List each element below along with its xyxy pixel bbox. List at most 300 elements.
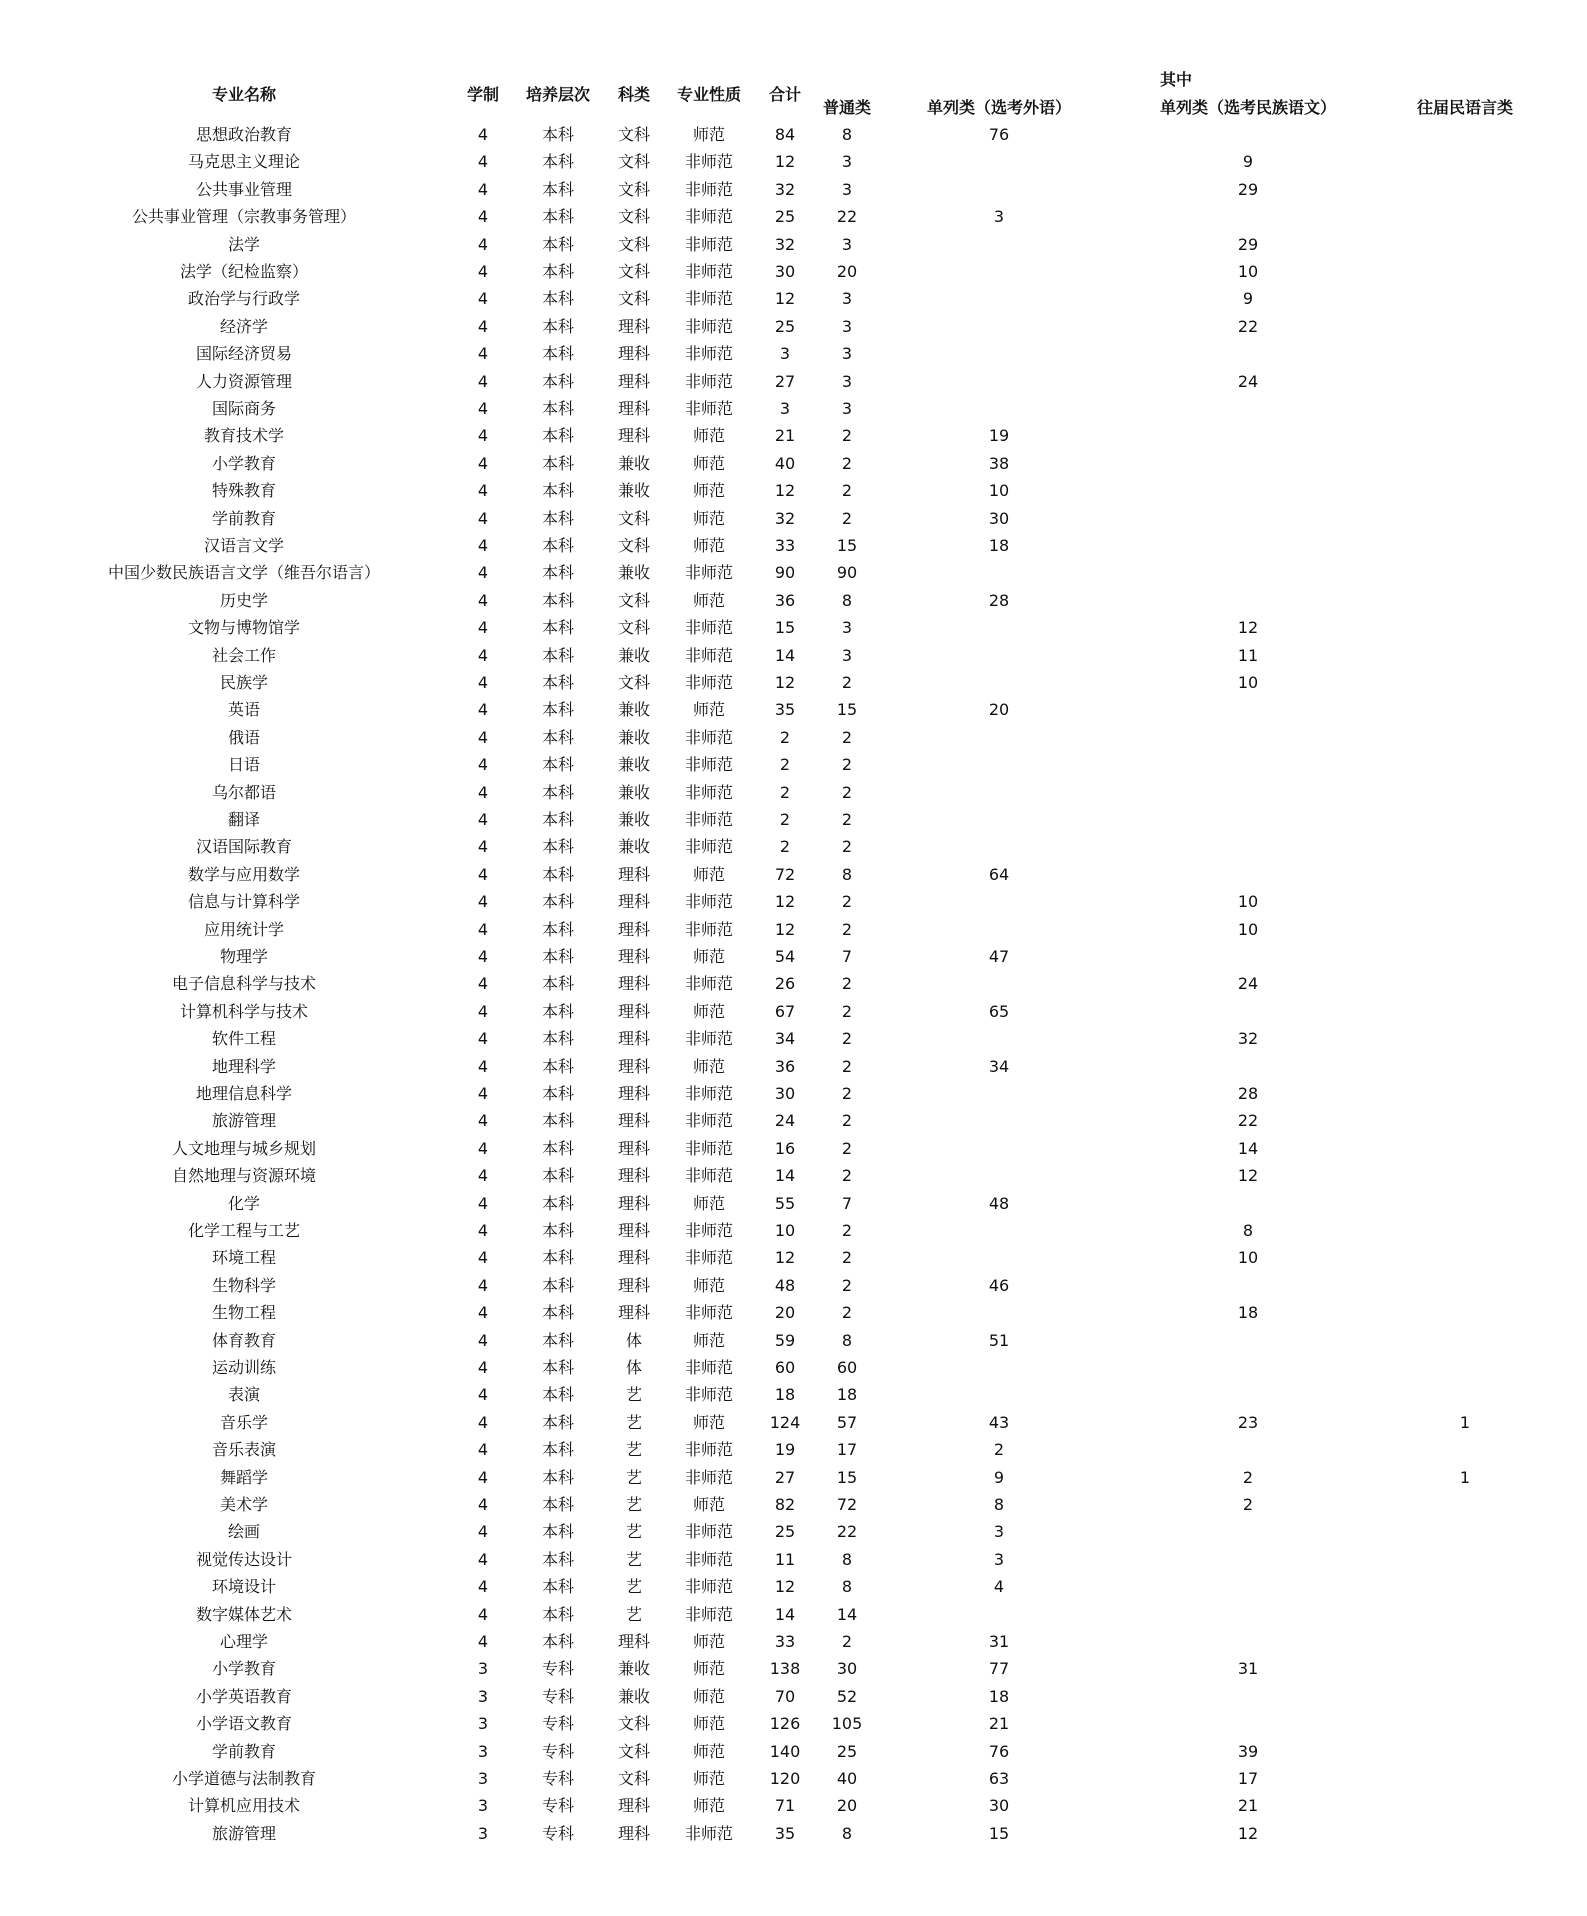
major-name-cell: 环境设计: [211, 1577, 276, 1596]
major-name-cell: 文物与博物馆学: [187, 618, 300, 637]
duration-cell: 3: [477, 1659, 489, 1678]
foreign-lang-cell: 77: [988, 1659, 1010, 1678]
table-row: [0, 1409, 1587, 1436]
total-cell: 36: [774, 1057, 796, 1076]
nature-cell: 师范: [692, 1742, 725, 1761]
major-name-cell: 思想政治教育: [195, 125, 292, 144]
duration-cell: 4: [477, 1440, 489, 1459]
former-ethnic-cell: [1365, 477, 1565, 504]
total-cell: 2: [779, 837, 791, 856]
major-name-cell: 汉语言文学: [203, 536, 284, 555]
nature-cell: 非师范: [684, 1550, 733, 1569]
duration-cell: 4: [477, 947, 489, 966]
foreign-lang-cell: [889, 833, 1109, 860]
duration-cell: 4: [477, 1194, 489, 1213]
subject-cell: 艺: [625, 1522, 642, 1541]
subject-cell: 艺: [625, 1385, 642, 1404]
duration-cell: 4: [477, 920, 489, 939]
level-cell: 本科: [541, 1550, 574, 1569]
major-name-cell: 翻译: [227, 810, 260, 829]
general-cell: 3: [841, 618, 853, 637]
duration-cell: 4: [477, 1084, 489, 1103]
foreign-lang-cell: 31: [988, 1632, 1010, 1651]
level-cell: 本科: [541, 1139, 574, 1158]
foreign-lang-cell: 64: [988, 865, 1010, 884]
header-foreign-lang: 单列类（选考外语）: [926, 98, 1071, 117]
total-cell: 18: [774, 1385, 796, 1404]
major-name-cell: 数字媒体艺术: [195, 1605, 292, 1624]
subject-cell: 理科: [617, 372, 650, 391]
subject-cell: 文科: [617, 1742, 650, 1761]
nature-cell: 非师范: [684, 755, 733, 774]
table-row: [0, 368, 1587, 395]
subject-cell: 艺: [625, 1495, 642, 1514]
table-row: [0, 833, 1587, 860]
nature-cell: 非师范: [684, 372, 733, 391]
level-cell: 专科: [541, 1796, 574, 1815]
major-name-cell: 生物工程: [211, 1303, 276, 1322]
general-cell: 17: [836, 1440, 858, 1459]
level-cell: 本科: [541, 728, 574, 747]
nature-cell: 师范: [692, 947, 725, 966]
duration-cell: 4: [477, 1221, 489, 1240]
total-cell: 34: [774, 1029, 796, 1048]
ethnic-lang-cell: 28: [1237, 1084, 1259, 1103]
major-name-cell: 小学语文教育: [195, 1714, 292, 1733]
foreign-lang-cell: 30: [988, 1796, 1010, 1815]
foreign-lang-cell: [889, 559, 1109, 586]
nature-cell: 师范: [692, 1769, 725, 1788]
foreign-lang-cell: [889, 231, 1109, 258]
ethnic-lang-cell: 9: [1242, 289, 1254, 308]
nature-cell: 非师范: [684, 618, 733, 637]
duration-cell: 3: [477, 1742, 489, 1761]
general-cell: 3: [841, 372, 853, 391]
level-cell: 本科: [541, 344, 574, 363]
foreign-lang-cell: 18: [988, 536, 1010, 555]
total-cell: 12: [774, 920, 796, 939]
level-cell: 本科: [541, 755, 574, 774]
former-ethnic-cell: [1365, 422, 1565, 449]
general-cell: 2: [841, 1248, 853, 1267]
former-ethnic-cell: [1365, 203, 1565, 230]
level-cell: 本科: [541, 509, 574, 528]
nature-cell: 非师范: [684, 1303, 733, 1322]
general-cell: 20: [836, 1796, 858, 1815]
duration-cell: 4: [477, 509, 489, 528]
nature-cell: 非师范: [684, 180, 733, 199]
subject-cell: 理科: [617, 1166, 650, 1185]
major-name-cell: 法学: [227, 235, 260, 254]
major-name-cell: 数学与应用数学: [187, 865, 300, 884]
total-cell: 120: [769, 1769, 801, 1788]
level-cell: 本科: [541, 865, 574, 884]
duration-cell: 4: [477, 892, 489, 911]
nature-cell: 师范: [692, 1057, 725, 1076]
level-cell: 本科: [541, 563, 574, 582]
table-row: [0, 669, 1587, 696]
total-cell: 2: [779, 728, 791, 747]
level-cell: 专科: [541, 1714, 574, 1733]
former-ethnic-cell: [1365, 861, 1565, 888]
foreign-lang-cell: [889, 1135, 1109, 1162]
foreign-lang-cell: [889, 313, 1109, 340]
table-row: [0, 176, 1587, 203]
table-row: [0, 970, 1587, 997]
total-cell: 14: [774, 1166, 796, 1185]
duration-cell: 4: [477, 728, 489, 747]
general-cell: 2: [841, 1084, 853, 1103]
general-cell: 2: [841, 1276, 853, 1295]
total-cell: 140: [769, 1742, 801, 1761]
foreign-lang-cell: [889, 1354, 1109, 1381]
header-level: 培养层次: [525, 85, 590, 104]
level-cell: 专科: [541, 1824, 574, 1843]
table-row: [0, 1765, 1587, 1792]
foreign-lang-cell: [889, 368, 1109, 395]
foreign-lang-cell: [889, 970, 1109, 997]
major-name-cell: 应用统计学: [203, 920, 284, 939]
subject-cell: 艺: [625, 1577, 642, 1596]
ethnic-lang-cell: [1098, 559, 1398, 586]
nature-cell: 非师范: [684, 974, 733, 993]
nature-cell: 非师范: [684, 1577, 733, 1596]
major-name-cell: 英语: [227, 700, 260, 719]
total-cell: 12: [774, 481, 796, 500]
ethnic-lang-cell: 10: [1237, 262, 1259, 281]
table-row: [0, 1436, 1587, 1463]
major-name-cell: 小学教育: [211, 454, 276, 473]
major-name-cell: 软件工程: [211, 1029, 276, 1048]
foreign-lang-cell: 47: [988, 947, 1010, 966]
ethnic-lang-cell: [1098, 203, 1398, 230]
level-cell: 本科: [541, 920, 574, 939]
table-row: [0, 751, 1587, 778]
subject-cell: 文科: [617, 591, 650, 610]
foreign-lang-cell: [889, 1025, 1109, 1052]
major-name-cell: 社会工作: [211, 646, 276, 665]
total-cell: 30: [774, 1084, 796, 1103]
former-ethnic-cell: [1365, 176, 1565, 203]
duration-cell: 3: [477, 1687, 489, 1706]
header-general: 普通类: [822, 98, 871, 117]
level-cell: 本科: [541, 454, 574, 473]
nature-cell: 师范: [692, 509, 725, 528]
total-cell: 12: [774, 1577, 796, 1596]
former-ethnic-cell: [1365, 231, 1565, 258]
ethnic-lang-cell: [1098, 943, 1398, 970]
ethnic-lang-cell: [1098, 532, 1398, 559]
duration-cell: 4: [477, 618, 489, 637]
major-name-cell: 美术学: [219, 1495, 268, 1514]
subject-cell: 理科: [617, 1632, 650, 1651]
subject-cell: 体: [625, 1358, 642, 1377]
level-cell: 专科: [541, 1742, 574, 1761]
subject-cell: 艺: [625, 1413, 642, 1432]
header-nature: 专业性质: [676, 85, 741, 104]
subject-cell: 文科: [617, 536, 650, 555]
ethnic-lang-cell: 10: [1237, 1248, 1259, 1267]
duration-cell: 4: [477, 1577, 489, 1596]
ethnic-lang-cell: 10: [1237, 673, 1259, 692]
subject-cell: 理科: [617, 344, 650, 363]
foreign-lang-cell: 65: [988, 1002, 1010, 1021]
foreign-lang-cell: 21: [988, 1714, 1010, 1733]
foreign-lang-cell: 4: [993, 1577, 1005, 1596]
ethnic-lang-cell: [1098, 505, 1398, 532]
general-cell: 8: [841, 125, 853, 144]
foreign-lang-cell: 8: [993, 1495, 1005, 1514]
foreign-lang-cell: [889, 779, 1109, 806]
table-row: [0, 888, 1587, 915]
subject-cell: 理科: [617, 1248, 650, 1267]
duration-cell: 4: [477, 372, 489, 391]
table-row: [0, 340, 1587, 367]
former-ethnic-cell: [1365, 724, 1565, 751]
nature-cell: 非师范: [684, 1221, 733, 1240]
major-name-cell: 中国少数民族语言文学（维吾尔语言）: [107, 563, 380, 582]
foreign-lang-cell: [889, 148, 1109, 175]
total-cell: 20: [774, 1303, 796, 1322]
former-ethnic-cell: [1365, 1765, 1565, 1792]
level-cell: 本科: [541, 618, 574, 637]
former-ethnic-cell: [1365, 559, 1565, 586]
foreign-lang-cell: [889, 669, 1109, 696]
duration-cell: 4: [477, 1331, 489, 1350]
major-name-cell: 计算机科学与技术: [179, 1002, 308, 1021]
subject-cell: 理科: [617, 1796, 650, 1815]
duration-cell: 4: [477, 591, 489, 610]
general-cell: 2: [841, 728, 853, 747]
duration-cell: 4: [477, 125, 489, 144]
subject-cell: 兼收: [617, 454, 650, 473]
foreign-lang-cell: 15: [988, 1824, 1010, 1843]
foreign-lang-cell: [889, 340, 1109, 367]
total-cell: 3: [779, 344, 791, 363]
nature-cell: 师范: [692, 591, 725, 610]
ethnic-lang-cell: 12: [1237, 618, 1259, 637]
general-cell: 3: [841, 180, 853, 199]
level-cell: 本科: [541, 1084, 574, 1103]
subject-cell: 艺: [625, 1550, 642, 1569]
duration-cell: 4: [477, 1002, 489, 1021]
subject-cell: 理科: [617, 1084, 650, 1103]
ethnic-lang-cell: 10: [1237, 892, 1259, 911]
level-cell: 本科: [541, 591, 574, 610]
general-cell: 60: [836, 1358, 858, 1377]
total-cell: 33: [774, 1632, 796, 1651]
duration-cell: 4: [477, 1468, 489, 1487]
level-cell: 本科: [541, 1111, 574, 1130]
subject-cell: 文科: [617, 180, 650, 199]
general-cell: 2: [841, 892, 853, 911]
former-ethnic-cell: [1365, 1710, 1565, 1737]
subject-cell: 文科: [617, 207, 650, 226]
nature-cell: 师范: [692, 1413, 725, 1432]
level-cell: 本科: [541, 536, 574, 555]
level-cell: 本科: [541, 372, 574, 391]
level-cell: 本科: [541, 837, 574, 856]
ethnic-lang-cell: [1098, 1053, 1398, 1080]
level-cell: 本科: [541, 235, 574, 254]
former-ethnic-cell: [1365, 1135, 1565, 1162]
duration-cell: 4: [477, 865, 489, 884]
subject-cell: 兼收: [617, 728, 650, 747]
nature-cell: 非师范: [684, 1468, 733, 1487]
total-cell: 32: [774, 180, 796, 199]
major-name-cell: 信息与计算科学: [187, 892, 300, 911]
level-cell: 本科: [541, 700, 574, 719]
former-ethnic-cell: [1365, 669, 1565, 696]
duration-cell: 3: [477, 1769, 489, 1788]
total-cell: 2: [779, 810, 791, 829]
general-cell: 3: [841, 289, 853, 308]
nature-cell: 非师范: [684, 920, 733, 939]
major-name-cell: 政治学与行政学: [187, 289, 300, 308]
general-cell: 105: [831, 1714, 863, 1733]
major-name-cell: 计算机应用技术: [187, 1796, 300, 1815]
ethnic-lang-cell: [1098, 1573, 1398, 1600]
nature-cell: 师范: [692, 481, 725, 500]
total-cell: 27: [774, 372, 796, 391]
level-cell: 本科: [541, 1358, 574, 1377]
subject-cell: 文科: [617, 673, 650, 692]
foreign-lang-cell: 3: [993, 207, 1005, 226]
general-cell: 15: [836, 1468, 858, 1487]
nature-cell: 非师范: [684, 235, 733, 254]
general-cell: 7: [841, 947, 853, 966]
former-ethnic-cell: [1365, 1573, 1565, 1600]
subject-cell: 体: [625, 1331, 642, 1350]
nature-cell: 非师范: [684, 673, 733, 692]
duration-cell: 4: [477, 207, 489, 226]
total-cell: 126: [769, 1714, 801, 1733]
major-name-cell: 物理学: [219, 947, 268, 966]
total-cell: 35: [774, 1824, 796, 1843]
duration-cell: 4: [477, 344, 489, 363]
general-cell: 90: [836, 563, 858, 582]
nature-cell: 非师范: [684, 1111, 733, 1130]
ethnic-lang-cell: 17: [1237, 1769, 1259, 1788]
subject-cell: 文科: [617, 509, 650, 528]
duration-cell: 4: [477, 1248, 489, 1267]
table-row: [0, 1792, 1587, 1819]
ethnic-lang-cell: [1098, 1628, 1398, 1655]
former-ethnic-cell: [1365, 998, 1565, 1025]
subject-cell: 理科: [617, 426, 650, 445]
major-name-cell: 马克思主义理论: [187, 152, 300, 171]
former-ethnic-cell: [1365, 1244, 1565, 1271]
table-row: [0, 1820, 1587, 1847]
general-cell: 2: [841, 755, 853, 774]
general-cell: 15: [836, 536, 858, 555]
subject-cell: 理科: [617, 1303, 650, 1322]
duration-cell: 3: [477, 1714, 489, 1733]
general-cell: 22: [836, 207, 858, 226]
duration-cell: 4: [477, 536, 489, 555]
ethnic-lang-cell: [1098, 1546, 1398, 1573]
general-cell: 2: [841, 920, 853, 939]
subject-cell: 理科: [617, 399, 650, 418]
ethnic-lang-cell: [1098, 1190, 1398, 1217]
general-cell: 2: [841, 673, 853, 692]
total-cell: 12: [774, 152, 796, 171]
total-cell: 36: [774, 591, 796, 610]
major-name-cell: 公共事业管理: [195, 180, 292, 199]
level-cell: 本科: [541, 1276, 574, 1295]
general-cell: 18: [836, 1385, 858, 1404]
general-cell: 7: [841, 1194, 853, 1213]
total-cell: 14: [774, 1605, 796, 1624]
table-row: [0, 532, 1587, 559]
duration-cell: 4: [477, 262, 489, 281]
ethnic-lang-cell: [1098, 861, 1398, 888]
table-row: [0, 1710, 1587, 1737]
general-cell: 8: [841, 591, 853, 610]
major-name-cell: 小学教育: [211, 1659, 276, 1678]
level-cell: 本科: [541, 152, 574, 171]
major-name-cell: 学前教育: [211, 509, 276, 528]
foreign-lang-cell: 38: [988, 454, 1010, 473]
major-name-cell: 历史学: [219, 591, 268, 610]
former-ethnic-cell: [1365, 806, 1565, 833]
table-row: [0, 1354, 1587, 1381]
table-row: [0, 450, 1587, 477]
level-cell: 本科: [541, 1029, 574, 1048]
major-name-cell: 自然地理与资源环境: [171, 1166, 316, 1185]
foreign-lang-cell: [889, 806, 1109, 833]
general-cell: 2: [841, 1221, 853, 1240]
major-name-cell: 民族学: [219, 673, 268, 692]
former-ethnic-cell: [1365, 395, 1565, 422]
level-cell: 本科: [541, 262, 574, 281]
table-row: [0, 395, 1587, 422]
major-name-cell: 体育教育: [211, 1331, 276, 1350]
subject-cell: 文科: [617, 235, 650, 254]
general-cell: 8: [841, 1331, 853, 1350]
level-cell: 本科: [541, 1331, 574, 1350]
duration-cell: 4: [477, 783, 489, 802]
major-name-cell: 绘画: [227, 1522, 260, 1541]
foreign-lang-cell: [889, 888, 1109, 915]
general-cell: 3: [841, 344, 853, 363]
table-row: [0, 696, 1587, 723]
total-cell: 25: [774, 317, 796, 336]
nature-cell: 非师范: [684, 207, 733, 226]
table-row: [0, 943, 1587, 970]
foreign-lang-cell: [889, 1381, 1109, 1408]
table-row: [0, 477, 1587, 504]
total-cell: 82: [774, 1495, 796, 1514]
level-cell: 本科: [541, 1468, 574, 1487]
major-name-cell: 人力资源管理: [195, 372, 292, 391]
table-row: [0, 1272, 1587, 1299]
duration-cell: 4: [477, 1495, 489, 1514]
subject-cell: 理科: [617, 1029, 650, 1048]
table-row: [0, 1190, 1587, 1217]
nature-cell: 非师范: [684, 1248, 733, 1267]
total-cell: 24: [774, 1111, 796, 1130]
table-row: [0, 1655, 1587, 1682]
ethnic-lang-cell: 8: [1242, 1221, 1254, 1240]
nature-cell: 师范: [692, 1659, 725, 1678]
table-row: [0, 1683, 1587, 1710]
total-cell: 33: [774, 536, 796, 555]
ethnic-lang-cell: [1098, 696, 1398, 723]
duration-cell: 4: [477, 1111, 489, 1130]
foreign-lang-cell: [889, 1080, 1109, 1107]
major-name-cell: 公共事业管理（宗教事务管理）: [131, 207, 356, 226]
